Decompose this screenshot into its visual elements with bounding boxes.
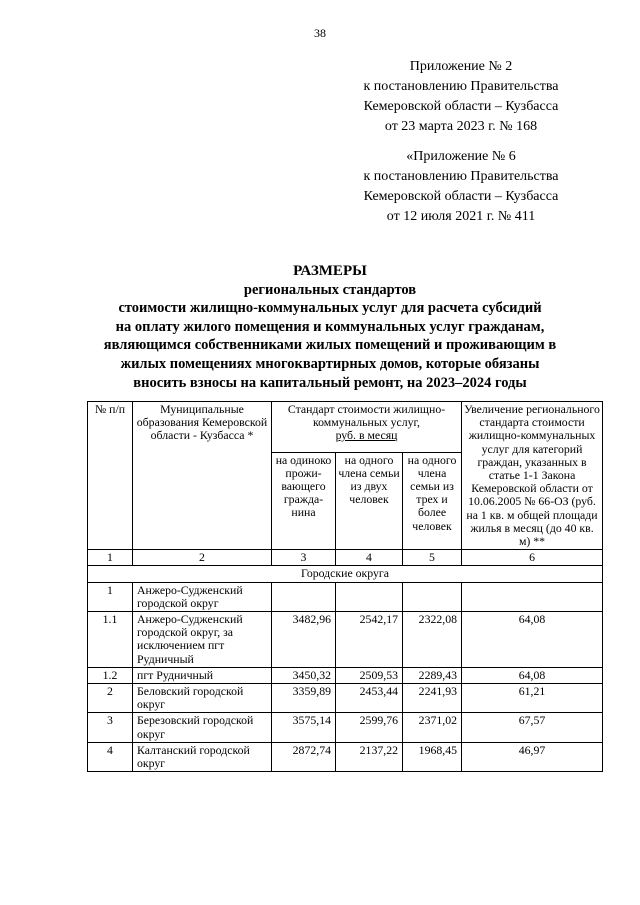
appendix-line: от 12 июля 2021 г. № 411 [386, 209, 536, 224]
row-two [336, 582, 403, 611]
row-num: 1.2 [88, 667, 133, 683]
row-increase: 67,57 [462, 713, 603, 742]
title-main: РАЗМЕРЫ [293, 263, 367, 279]
row-municipality: Анжеро-Судженский городской округ, за исключением пгт Рудничный [133, 612, 272, 668]
row-two: 2137,22 [336, 742, 403, 771]
appendix-line: от 23 марта 2023 г. № 168 [384, 119, 538, 134]
row-three: 2371,02 [403, 713, 462, 742]
row-num: 1.1 [88, 612, 133, 668]
header-row [88, 402, 603, 453]
table-row [88, 582, 603, 611]
header-municipality: Муниципальные образования Кемеровской области - Кузбасса * [133, 402, 272, 550]
page-number: 38 [314, 26, 326, 40]
row-increase: 61,21 [462, 684, 603, 713]
row-two: 2509,53 [336, 667, 403, 683]
row-two: 2599,76 [336, 713, 403, 742]
row-increase: 46,97 [462, 742, 603, 771]
appendix-line: Кемеровской области – Кузбасса [363, 189, 559, 204]
row-num: 4 [88, 742, 133, 771]
row-single: 3482,96 [272, 612, 336, 668]
row-municipality: Калтанский городской округ [133, 742, 272, 771]
column-number: 2 [133, 550, 272, 566]
section-title: Городские округа [88, 566, 603, 582]
row-single: 3575,14 [272, 713, 336, 742]
row-single [272, 582, 336, 611]
appendix-line: «Приложение № 6 [406, 149, 516, 164]
table-row [88, 713, 603, 742]
section-row [88, 566, 603, 582]
row-three: 2322,08 [403, 612, 462, 668]
header-increase: Увеличение регионального стандарта стоимости жилищно-коммунальных услуг для категорий граждан, указанных в статье 1-1 Закона Кемеровской области от 10.06.2005 № 66-ОЗ (руб. на 1 кв. м общей площади жилья в месяц (до 40 кв. м) ** [462, 402, 603, 550]
row-increase: 64,08 [462, 667, 603, 683]
header-standard-group [272, 402, 462, 453]
row-three: 1968,45 [403, 742, 462, 771]
row-single: 3359,89 [272, 684, 336, 713]
row-num: 1 [88, 582, 133, 611]
column-number-row [88, 550, 603, 566]
row-municipality: Анжеро-Судженский городской округ [133, 582, 272, 611]
column-number: 1 [88, 550, 133, 566]
table-row [88, 612, 603, 668]
document-title [60, 262, 600, 392]
column-number: 5 [403, 550, 462, 566]
appendix-note-original [330, 147, 592, 227]
appendix-line: Кемеровской области – Кузбасса [363, 99, 559, 114]
row-single: 2872,74 [272, 742, 336, 771]
column-number: 4 [336, 550, 403, 566]
standards-table [87, 401, 603, 772]
title-line: являющимся собственниками жилых помещений и проживающим в [103, 337, 557, 354]
table-row [88, 684, 603, 713]
row-num: 3 [88, 713, 133, 742]
title-line: жилых помещениях многоквартирных домов, которые обязаны [120, 355, 540, 372]
appendix-line: Приложение № 2 [409, 59, 513, 74]
row-two: 2542,17 [336, 612, 403, 668]
table-row [88, 742, 603, 771]
row-three: 2241,93 [403, 684, 462, 713]
title-line: на оплату жилого помещения и коммунальных услуг гражданам, [115, 318, 545, 335]
title-line: вносить взносы на капитальный ремонт, на 2023–2024 годы [133, 374, 527, 391]
column-number: 6 [462, 550, 603, 566]
row-num: 2 [88, 684, 133, 713]
row-municipality: пгт Рудничный [133, 667, 272, 683]
appendix-line: к постановлению Правительства [363, 79, 559, 94]
row-single: 3450,32 [272, 667, 336, 683]
title-line: региональных стандартов [243, 281, 417, 298]
row-increase: 64,08 [462, 612, 603, 668]
header-standard-text: Стандарт стоимости жилищно-коммунальных услуг, [287, 402, 446, 430]
table-row [88, 667, 603, 683]
row-increase [462, 582, 603, 611]
header-two: на одного члена семьи из двух человек [336, 452, 403, 550]
title-line: стоимости жилищно-коммунальных услуг для расчета субсидий [118, 300, 542, 317]
appendix-note-current [330, 57, 592, 137]
header-three: на одного члена семьи из трех и более человек [403, 452, 462, 550]
row-two: 2453,44 [336, 684, 403, 713]
row-municipality: Беловский городской округ [133, 684, 272, 713]
appendix-line: к постановлению Правительства [363, 169, 559, 184]
row-three: 2289,43 [403, 667, 462, 683]
header-standard-unit: руб. в месяц [335, 428, 398, 443]
column-number: 3 [272, 550, 336, 566]
row-three [403, 582, 462, 611]
row-municipality: Березовский городской округ [133, 713, 272, 742]
header-num: № п/п [88, 402, 133, 550]
header-single: на одиноко прожи-вающего гражда-нина [272, 452, 336, 550]
